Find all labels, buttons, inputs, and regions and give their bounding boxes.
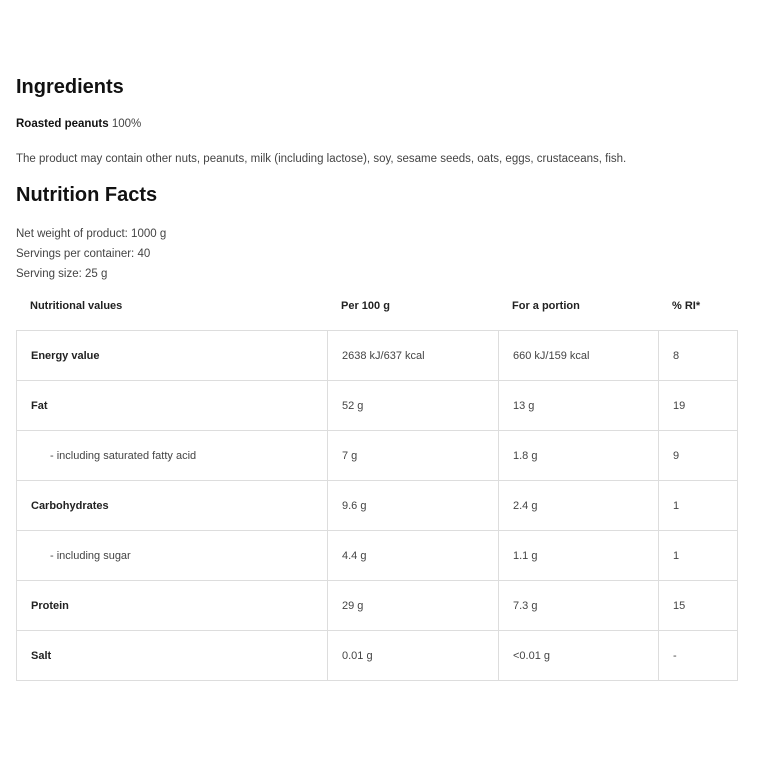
value-per-portion: 7.3 g [498, 581, 658, 630]
nutrient-name: Protein [31, 599, 69, 612]
ingredients-main-name: Roasted peanuts [16, 118, 109, 130]
servings-per-container: Servings per container: 40 [16, 248, 151, 260]
table-row [17, 481, 737, 531]
net-weight: Net weight of product: 1000 g [16, 228, 167, 240]
value-per-portion: 1.1 g [498, 531, 658, 580]
header-ri: % RI* [672, 300, 701, 312]
serving-size: Serving size: 25 g [16, 268, 108, 280]
nutrient-name: Energy value [31, 349, 100, 362]
header-per-portion: For a portion [512, 300, 580, 312]
table-body [16, 330, 738, 681]
table-row [17, 431, 737, 481]
ingredients-main-percent: 100% [108, 118, 142, 130]
value-per-100g: 0.01 g [327, 631, 498, 680]
nutrition-table [16, 290, 738, 662]
value-per-portion: 2.4 g [498, 481, 658, 530]
value-per-100g: 9.6 g [327, 481, 498, 530]
nutrition-meta [16, 224, 166, 284]
ingredients-heading: Ingredients [16, 76, 124, 98]
value-per-portion: <0.01 g [498, 631, 658, 680]
value-per-100g: 7 g [327, 431, 498, 480]
nutrient-name: - including saturated fatty acid [50, 449, 197, 462]
nutrient-name: Salt [31, 649, 52, 662]
value-per-portion: 660 kJ/159 kcal [498, 331, 658, 380]
nutrient-name: - including sugar [50, 549, 131, 562]
nutrient-name: Fat [31, 399, 48, 412]
value-per-100g: 29 g [327, 581, 498, 630]
value-per-100g: 4.4 g [327, 531, 498, 580]
table-row [17, 631, 737, 680]
value-ri: 15 [658, 581, 737, 630]
value-ri: 9 [658, 431, 737, 480]
value-per-portion: 1.8 g [498, 431, 658, 480]
table-row [17, 581, 737, 631]
nutrition-heading: Nutrition Facts [16, 184, 158, 206]
value-per-100g: 2638 kJ/637 kcal [327, 331, 498, 380]
table-row [17, 531, 737, 581]
value-ri: 1 [658, 531, 737, 580]
value-ri: 1 [658, 481, 737, 530]
value-per-portion: 13 g [498, 381, 658, 430]
table-header [16, 290, 738, 330]
value-ri: 19 [658, 381, 737, 430]
table-row [17, 331, 737, 381]
header-per-100g: Per 100 g [341, 300, 390, 312]
value-ri: - [658, 631, 737, 680]
nutrient-name: Carbohydrates [31, 499, 109, 512]
ingredients-main [16, 118, 141, 130]
value-per-100g: 52 g [327, 381, 498, 430]
value-ri: 8 [658, 331, 737, 380]
allergen-note: The product may contain other nuts, peanuts, milk (including lactose), soy, sesame seeds, oats, eggs, crustaceans, fish. [16, 153, 627, 165]
header-nutritional-values: Nutritional values [30, 300, 123, 312]
table-row [17, 381, 737, 431]
